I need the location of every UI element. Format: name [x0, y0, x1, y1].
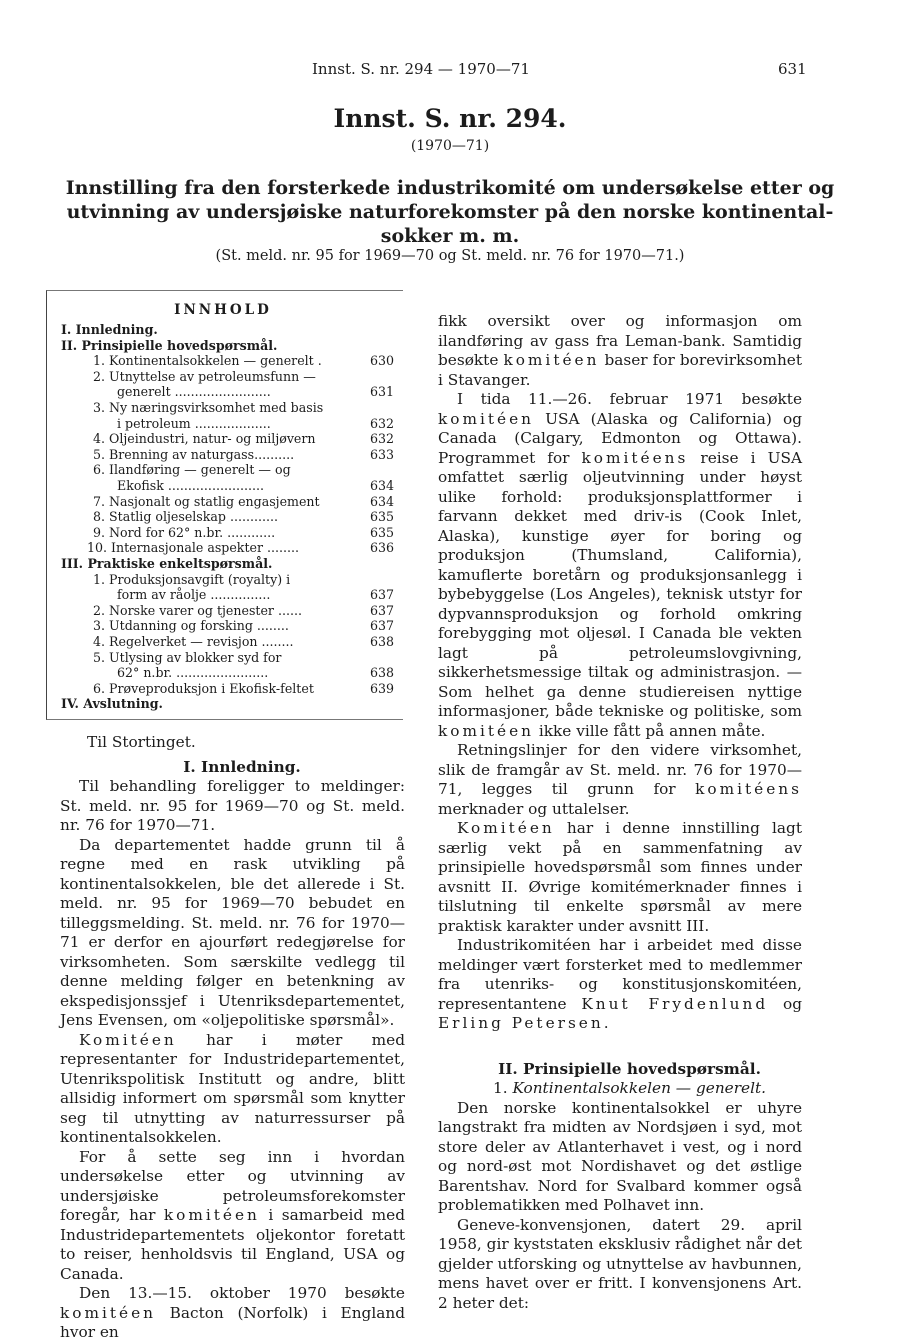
toc-entry: [61, 338, 277, 354]
toc-entry-text: 6. Prøveproduksjon i Ekofisk-feltet: [93, 680, 314, 696]
toc-page-number: 630: [370, 353, 395, 369]
toc-page-number: 639: [370, 680, 395, 696]
spaced-word: komitéen: [438, 721, 534, 740]
running-header-title: Innst. S. nr. 294 — 1970—71: [312, 60, 530, 78]
spaced-name: Erling Petersen.: [438, 1014, 612, 1032]
document-reference: (St. meld. nr. 95 for 1969—70 og St. meld. nr. 76 for 1970—71.): [215, 248, 685, 264]
toc-entry-text: 62° n.br. .......................: [117, 665, 269, 681]
subheading: 1. Kontinentalsokkelen — generelt.: [493, 1079, 766, 1097]
toc-entry-text: 7. Nasjonalt og statlig engasjement: [93, 493, 320, 509]
toc-entry-text: II. Prinsipielle hovedspørsmål.: [61, 337, 278, 353]
toc-entry-text: i petroleum ...................: [117, 415, 271, 431]
toc-entry: [61, 556, 272, 572]
paragraph: For å sette seg inn i hvordan undersøkelse etter og utvinning av undersjøiske petroleumsforekomster foregår, har komitéen i samarbeid med Industridepartementets oljekontor foretatt to reiser, henholdsvis til England, USA og Canada.: [60, 1147, 405, 1283]
toc-entry: [93, 431, 316, 447]
toc-page-number: 637: [370, 618, 395, 634]
toc-entry: [93, 618, 289, 634]
spaced-word: Komitéen: [79, 1030, 177, 1049]
toc-page-number: 634: [370, 478, 395, 493]
toc-entry-text: 1. Kontinentalsokkelen — generelt .: [93, 353, 322, 369]
toc-title: INNHOLD: [174, 302, 272, 318]
spaced-word: komitéens: [581, 448, 689, 467]
toc-entry-text: Ekofisk ........................: [117, 478, 264, 493]
toc-entry: [93, 400, 323, 416]
toc-entry: [93, 634, 294, 650]
toc-page-number: 635: [370, 524, 395, 540]
toc-page-number: 632: [370, 415, 395, 431]
toc-page-number: 632: [370, 431, 395, 447]
heading-line: Innstilling fra den forsterkede industrikomité om undersøkelse etter og: [65, 177, 835, 199]
spaced-name: Knut Frydenlund: [581, 994, 769, 1013]
toc-entry: [93, 572, 290, 588]
spaced-word: komitéen: [60, 1303, 156, 1322]
paragraph: Geneve-konvensjonen, datert 29. april 1958, gir kyststaten eksklusiv rådighet når det gjelder utforsking og utnyttelse av havbunnen, mens havet over er fritt. I konvensjonens Art. 2 heter det:: [438, 1215, 802, 1312]
toc-entry-text: I. Innledning.: [61, 322, 158, 337]
toc-entry-text: 5. Utlysing av blokker syd for: [93, 649, 282, 665]
toc-entry: [61, 696, 163, 712]
document-year: (1970—71): [410, 138, 490, 154]
toc-entry-text: 6. Ilandføring — generelt — og: [93, 462, 291, 478]
toc-entry-text: 8. Statlig oljeselskap ............: [93, 509, 279, 525]
toc-entry: [93, 447, 294, 463]
paragraph: Industrikomitéen har i arbeidet med disse meldinger vært forsterket med to medlemmer fra utenriks- og konstitusjonskomitéen, representantene Knut Frydenlund og Erling Petersen.: [438, 936, 802, 1032]
toc-entry: [117, 384, 271, 400]
toc-page-number: 637: [370, 602, 395, 618]
toc-page-number: 631: [370, 384, 395, 400]
toc-entry-text: 10. Internasjonale aspekter ........: [87, 540, 300, 556]
toc-page-number: 635: [370, 509, 395, 525]
page-number: 631: [778, 60, 807, 78]
toc-entry: [117, 587, 270, 603]
toc-entry: [93, 681, 314, 697]
toc-entry-text: 2. Norske varer og tjenester ......: [93, 602, 302, 618]
toc-entry: [93, 353, 322, 369]
toc-entry: [117, 416, 271, 432]
toc-entry: [93, 369, 316, 385]
document-heading: [36, 176, 864, 248]
toc-entry-text: 1. Produksjonsavgift (royalty) i: [93, 571, 291, 587]
toc-page-number: 636: [370, 540, 395, 556]
toc-entry-text: generelt ........................: [117, 384, 271, 400]
addressee: Til Stortinget.: [87, 733, 196, 751]
toc-entry: [117, 478, 264, 494]
paragraph: Retningslinjer for den videre virksomhet, slik de framgår av St. meld. nr. 76 for 1970—71, legges til grunn for komitéens merknader og uttalelser.: [438, 741, 802, 818]
right-column: [438, 312, 802, 1313]
paragraph: Komitéen har i denne innstilling lagt særlig vekt på en sammenfatning av prinsipielle hovedspørsmål som finnes under avsnitt II. Øvrige komitémerknader finnes i tilslutning til enkelte spørsmål av mere praktisk karakter under avsnitt III.: [438, 819, 802, 935]
table-of-contents: [46, 290, 403, 720]
heading-line: utvinning av undersjøiske naturforekomster på den norske kontinental-: [66, 201, 834, 224]
toc-entry-text: 4. Regelverket — revisjon ........: [93, 634, 294, 649]
spaced-word: komitéens: [695, 780, 802, 798]
spaced-word: komitéen: [163, 1206, 260, 1224]
heading-line: sokker m. m.: [380, 225, 520, 248]
toc-entry-text: 5. Brenning av naturgass..........: [93, 446, 295, 462]
toc-page-number: 634: [370, 493, 395, 509]
document-title: Innst. S. nr. 294.: [333, 104, 567, 133]
paragraph: Komitéen har i møter med representanter for Industridepartementet, Utenrikspolitisk Institutt og andre, blitt allsidig informert om spørsmål som knytter seg til utnytting av naturressurser på kontinentalsokkelen.: [60, 1030, 405, 1146]
toc-entry: [93, 650, 281, 666]
toc-entry: [61, 322, 158, 338]
spaced-word: komitéen: [438, 409, 534, 428]
section-heading: II. Prinsipielle hovedspørsmål.: [498, 1059, 761, 1078]
paragraph: I tida 11.—26. februar 1971 besøkte komitéen USA (Alaska og California) og Canada (Calgary, Edmonton og Ottawa). Programmet for komitéens reise i USA omfattet særlig oljeutvinning under høyst ulike forhold: produksjonsplattformer i farvann dekket med driv-is (Cook Inlet, Alaska), kunstige øyer for boring og produksjon (Thumsland, California), kamuflerte boretårn og produksjonsanlegg i bybebyggelse (Los Angeles), teknisk utstyr for dypvannsproduksjon og forhold omkring forebygging mot oljesøl. I Canada ble vekten lagt på petroleumslovgivning, sikkerhetsmessige tiltak og administrasjon. — Som helhet ga denne studiereisen nyttige informasjoner, både tekniske og politiske, som komitéen ikke ville fått på annen måte.: [438, 390, 802, 740]
toc-entry-text: 2. Utnyttelse av petroleumsfunn —: [93, 368, 316, 384]
spaced-word: Komitéen: [457, 819, 555, 837]
toc-entry: [93, 525, 275, 541]
paragraph: fikk oversikt over og informasjon om ilandføring av gass fra Leman-bank. Samtidig besøkte komitéen baser for borevirksomhet i Stavanger.: [438, 312, 802, 389]
paragraph: Da departementet hadde grunn til å regne med en rask utvikling på kontinentalsokkelen, ble det allerede i St. meld. nr. 95 for 1969—70 bebudet en tilleggsmelding. St. meld. nr. 76 for 1970—71 er derfor en ajourført redegjørelse for virksomheten. Som særskilte vedlegg til denne melding følger en betenkning av ekspedisjonssjef i Utenriksdepartementet, Jens Evensen, om «oljepolitiske spørsmål».: [60, 835, 405, 1029]
toc-entry-text: III. Praktiske enkeltspørsmål.: [61, 556, 273, 571]
section-heading: I. Innledning.: [183, 757, 301, 776]
toc-page-number: 638: [370, 665, 395, 681]
toc-page-number: 637: [370, 587, 395, 603]
toc-entry-text: 3. Utdanning og forsking ........: [93, 618, 289, 634]
left-column: [60, 733, 405, 1343]
spaced-word: komitéen: [503, 351, 600, 369]
toc-entry: [93, 462, 291, 478]
toc-page-number: 633: [370, 446, 395, 462]
toc-page-number: 638: [370, 634, 395, 649]
paragraph: Til behandling foreligger to meldinger: St. meld. nr. 95 for 1969—70 og St. meld. nr. 76 for 1970—71.: [60, 777, 405, 834]
toc-entry-text: form av råolje ...............: [117, 587, 271, 603]
toc-entry-text: 9. Nord for 62° n.br. ............: [93, 524, 276, 540]
toc-entry: [93, 494, 320, 510]
paragraph: Den 13.—15. oktober 1970 besøkte komitéen Bacton (Norfolk) i England hvor en: [60, 1284, 405, 1341]
toc-entry-text: 4. Oljeindustri, natur- og miljøvern: [93, 431, 316, 447]
toc-entry: [93, 603, 302, 619]
toc-entry: [117, 665, 268, 681]
paragraph: Den norske kontinentalsokkel er uhyre langstrakt fra midten av Nordsjøen i syd, mot store deler av Atlanterhavet i vest, og i nord og nord-øst mot Nordishavet og det østlige Barentshav. Nord for Svalbard kommer også problematikken med Polhavet inn.: [438, 1098, 802, 1214]
toc-entry-text: 3. Ny næringsvirksomhet med basis: [93, 400, 324, 415]
toc-entry-text: IV. Avslutning.: [61, 696, 163, 712]
toc-entry: [87, 540, 299, 556]
toc-entry: [93, 509, 278, 525]
